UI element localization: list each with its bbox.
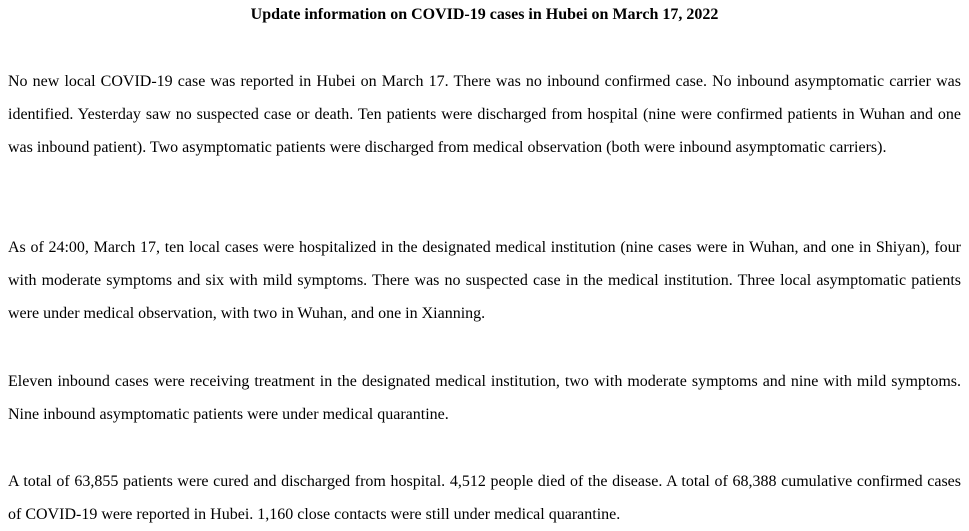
paragraph-cumulative-totals: A total of 63,855 patients were cured and discharged from hospital. 4,512 people died of the disease. A total of 68,388 cumulative confirmed cases of COVID-19 were reported in Hubei. 1,160 close contacts were still under medical quarantine. (8, 473, 961, 523)
paragraph-daily-summary: No new local COVID-19 case was reported in Hubei on March 17. There was no inbound confirmed case. No inbound asymptomatic carrier was identified. Yesterday saw no suspected case or death. Ten patients were discharged from hospital (nine were confirmed patients in Wuhan and one was inbound patient). Two asymptomatic patients were discharged from medical observation (both were inbound asymptomatic carriers). (8, 73, 961, 156)
paragraph-local-hospitalized: As of 24:00, March 17, ten local cases were hospitalized in the designated medical institution (nine cases were in Wuhan, and one in Shiyan), four with moderate symptoms and six with mild symptoms. There was no suspected case in the medical institution. Three local asymptomatic patients were under medical observation, with two in Wuhan, and one in Xianning. (8, 239, 961, 322)
page-title: Update information on COVID-19 cases in Hubei on March 17, 2022 (250, 6, 719, 23)
paragraph-inbound-treatment: Eleven inbound cases were receiving treatment in the designated medical institution, two with moderate symptoms and nine with mild symptoms. Nine inbound asymptomatic patients were under medical quarantine. (8, 373, 961, 423)
title-container (8, 0, 961, 24)
